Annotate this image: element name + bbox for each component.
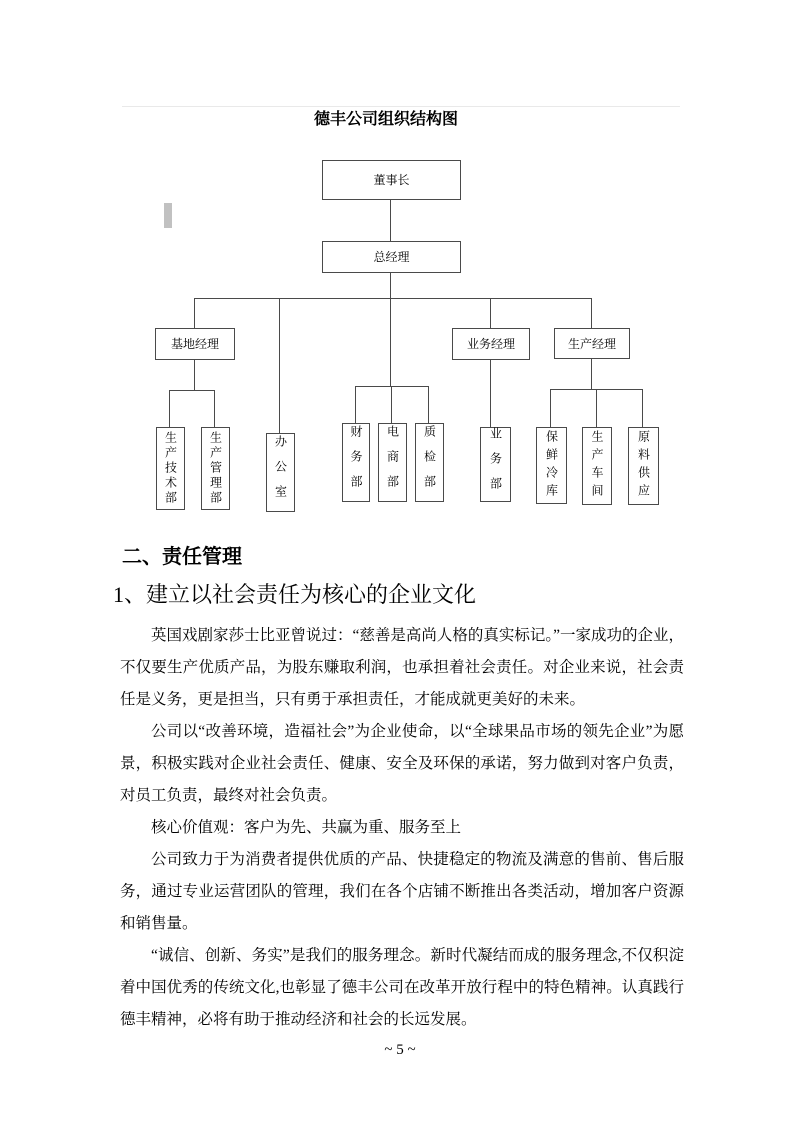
- paragraph: “诚信、创新、务实”是我们的服务理念。新时代凝结而成的服务理念,不仅积淀着中国优秀的传统文化,也彰显了德丰公司在改革开放行程中的特色精神。认真践行德丰精神，必将有助于推动经济和社会的长远发展。: [120, 947, 684, 1028]
- org-node-base-manager: [155, 328, 235, 360]
- connector-line: [596, 389, 597, 427]
- paragraph: 公司以“改善环境，造福社会”为企业使命，以“全球果品市场的领先企业”为愿景，积极实践对企业社会责任、健康、安全及环保的承诺，努力做到对客户负责，对员工负责，最终对社会负责。: [120, 723, 684, 804]
- connector-line: [169, 390, 170, 427]
- org-node-prod-mgmt-dept: [201, 427, 230, 510]
- connector-line: [355, 386, 429, 387]
- text-cursor-artifact: [164, 203, 172, 228]
- org-node-label: 总经理: [373, 250, 410, 264]
- connector-line: [591, 298, 592, 328]
- connector-line: [194, 298, 195, 328]
- org-node-prod-tech-dept: [156, 427, 185, 510]
- paragraph: 公司致力于为消费者提供优质的产品、快捷稳定的物流及满意的售前、售后服务，通过专业运营团队的管理，我们在各个店铺不断推出各类活动，增加客户资源和销售量。: [120, 851, 684, 932]
- org-node-ecommerce-dept: [378, 423, 407, 502]
- connector-line: [355, 386, 356, 423]
- org-node-label: 生产技术部: [163, 431, 178, 506]
- top-divider-line: [122, 106, 680, 107]
- org-node-label: 质检部: [422, 425, 437, 500]
- section-heading: 二、责任管理: [122, 546, 242, 568]
- connector-line: [194, 358, 195, 390]
- connector-line: [428, 386, 429, 423]
- connector-line: [279, 298, 280, 433]
- page-number: ~ 5 ~: [384, 1042, 416, 1058]
- org-node-label: 原料供应: [636, 430, 651, 502]
- org-node-label: 电商部: [385, 425, 400, 500]
- org-node-label: 生产管理部: [208, 431, 223, 506]
- subsection-heading: 1、建立以社会责任为核心的企业文化: [113, 582, 477, 607]
- body-text: [120, 620, 684, 1036]
- org-node-business-manager: [452, 328, 530, 360]
- org-node-label: 生产经理: [567, 336, 616, 351]
- org-node-chairman: [322, 160, 461, 200]
- org-node-office: [266, 433, 295, 512]
- connector-line: [391, 386, 392, 423]
- connector-line: [591, 357, 592, 389]
- org-node-label: 保鲜冷库: [544, 429, 559, 502]
- org-node-production-manager: [554, 328, 630, 359]
- org-node-general-manager: [322, 241, 461, 273]
- connector-line: [390, 198, 391, 241]
- connector-line: [194, 298, 592, 299]
- connector-line: [214, 390, 215, 427]
- org-node-label: 业务部: [488, 427, 503, 502]
- connector-line: [550, 389, 551, 427]
- org-node-label: 董事长: [373, 173, 410, 187]
- paragraph: 英国戏剧家莎士比亚曾说过：“慈善是高尚人格的真实标记。”一家成功的企业，不仅要生产优质产品，为股东赚取利润，也承担着社会责任。对企业来说，社会责任是义务，更是担当，只有勇于承担责任，才能成就更美好的未来。: [120, 627, 685, 708]
- org-node-finance-dept: [342, 423, 370, 502]
- org-node-label: 办公室: [273, 435, 288, 510]
- org-node-label: 基地经理: [170, 337, 219, 351]
- org-node-label: 财务部: [349, 425, 363, 500]
- org-node-cold-storage: [536, 427, 567, 504]
- connector-line: [490, 358, 491, 427]
- org-chart-title: 德丰公司组织结构图: [313, 111, 458, 128]
- paragraph: 核心价值观：客户为先、共赢为重、服务至上: [151, 819, 462, 836]
- org-node-qc-dept: [415, 423, 444, 502]
- connector-line: [490, 298, 491, 328]
- org-node-label: 业务经理: [466, 337, 515, 351]
- org-node-production-workshop: [582, 427, 612, 505]
- org-node-raw-material-supply: [628, 427, 659, 505]
- connector-line: [642, 389, 643, 427]
- connector-line: [390, 271, 391, 386]
- org-node-label: 生产车间: [590, 430, 604, 502]
- org-node-business-dept: [480, 427, 511, 502]
- connector-line: [169, 390, 215, 391]
